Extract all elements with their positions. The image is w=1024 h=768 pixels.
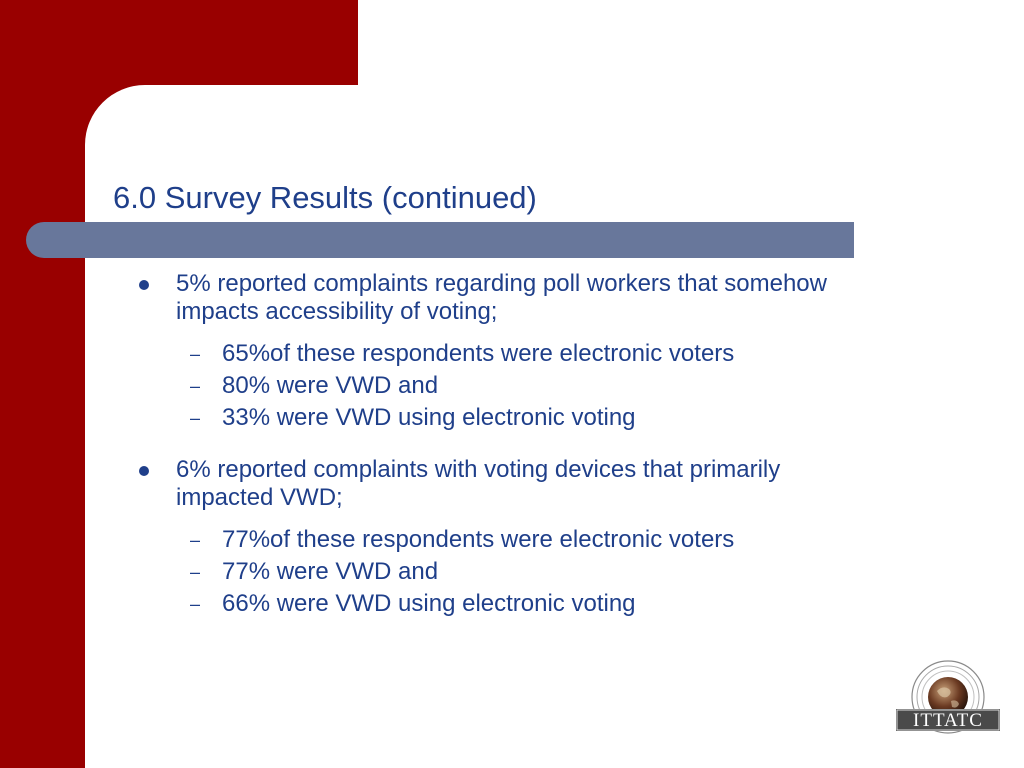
sub-bullet-item <box>176 556 856 588</box>
dash-icon: – <box>190 344 201 364</box>
sub-bullet-item <box>176 370 856 402</box>
sub-bullet-text: 77% were VWD and <box>222 558 439 585</box>
sub-bullet-list <box>176 524 856 620</box>
ittatc-logo <box>893 657 1003 735</box>
bullet-item <box>136 456 856 620</box>
dash-icon: – <box>190 376 201 396</box>
title-underline-bar <box>26 222 854 258</box>
bullet-dot-icon <box>139 466 149 476</box>
bullet-text: 6% reported complaints with voting devices that primarily impacted VWD; <box>176 456 781 511</box>
dash-icon: – <box>190 594 201 614</box>
sub-bullet-item <box>176 588 856 620</box>
bullet-list <box>136 270 856 642</box>
sub-bullet-text: 80% were VWD and <box>222 372 439 399</box>
sub-bullet-text: 66% were VWD using electronic voting <box>222 590 636 617</box>
globe-icon <box>893 657 1003 735</box>
bullet-item <box>136 270 856 434</box>
sub-bullet-text: 65%of these respondents were electronic voters <box>222 340 735 367</box>
sub-bullet-item <box>176 402 856 434</box>
bullet-text: 5% reported complaints regarding poll workers that somehow impacts accessibility of voting; <box>176 270 827 325</box>
bullet-dot-icon <box>139 280 149 290</box>
sub-bullet-item <box>176 338 856 370</box>
dash-icon: – <box>190 530 201 550</box>
dash-icon: – <box>190 562 201 582</box>
slide-title: 6.0 Survey Results (continued) <box>113 180 537 215</box>
sub-bullet-text: 77%of these respondents were electronic voters <box>222 526 735 553</box>
sub-bullet-item <box>176 524 856 556</box>
sub-bullet-text: 33% were VWD using electronic voting <box>222 404 636 431</box>
sub-bullet-list <box>176 338 856 434</box>
dash-icon: – <box>190 408 201 428</box>
logo-text: ITTATC <box>913 710 983 731</box>
